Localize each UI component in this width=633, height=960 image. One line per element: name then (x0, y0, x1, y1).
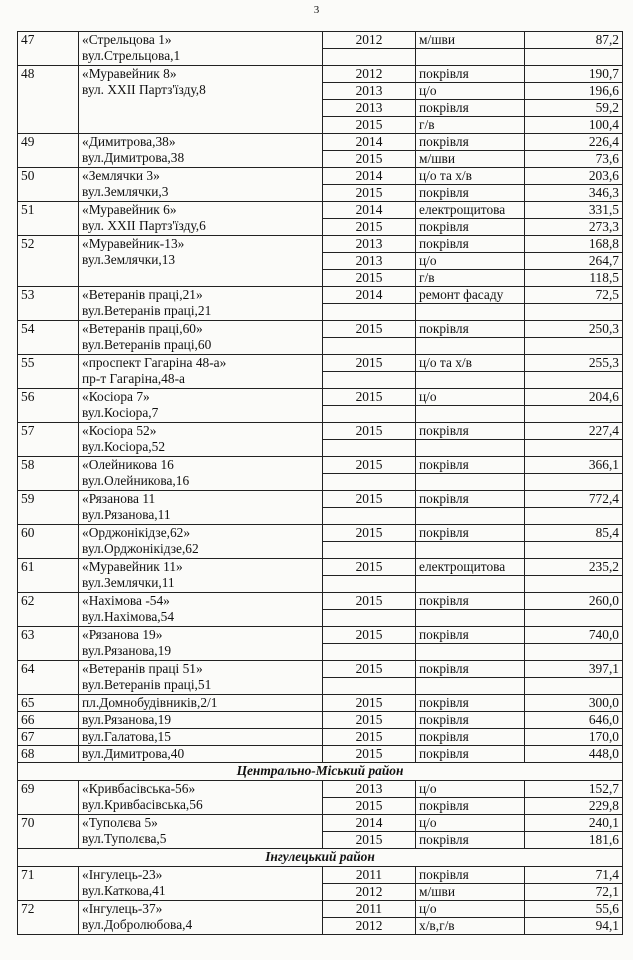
work-type: покрівля (416, 661, 525, 678)
address-cell (79, 389, 323, 423)
repair-year: 2012 (323, 884, 416, 901)
repair-year: 2014 (323, 202, 416, 219)
work-type: покрівля (416, 457, 525, 474)
work-type: покрівля (416, 593, 525, 610)
table-row (18, 746, 623, 763)
cost-value: 448,0 (525, 746, 623, 763)
repair-year (323, 542, 416, 559)
work-type (416, 644, 525, 661)
district-header-row (18, 849, 623, 867)
address-line: вул.Олейникова,16 (82, 473, 190, 488)
cost-value (525, 542, 623, 559)
address-line: «Димитрова,38» (82, 134, 176, 149)
address-cell (79, 202, 323, 236)
row-number: 60 (18, 525, 79, 559)
address-cell (79, 423, 323, 457)
work-type: г/в (416, 117, 525, 134)
row-number: 50 (18, 168, 79, 202)
work-type (416, 338, 525, 355)
row-number: 64 (18, 661, 79, 695)
address-cell (79, 168, 323, 202)
work-type: покрівля (416, 867, 525, 884)
address-line: вул.Кривбасівська,56 (82, 797, 203, 812)
table-row (18, 457, 623, 474)
repair-year: 2011 (323, 901, 416, 918)
repair-year: 2014 (323, 287, 416, 304)
repair-year: 2015 (323, 627, 416, 644)
cost-value: 366,1 (525, 457, 623, 474)
cost-value: 152,7 (525, 781, 623, 798)
address-cell (79, 236, 323, 287)
repair-year (323, 304, 416, 321)
work-type: покрівля (416, 746, 525, 763)
cost-value: 235,2 (525, 559, 623, 576)
cost-value: 204,6 (525, 389, 623, 406)
repair-year: 2012 (323, 918, 416, 935)
address-line: «Муравейник 11» (82, 559, 183, 574)
work-type (416, 406, 525, 423)
address-cell (79, 729, 323, 746)
address-line: «Землячки 3» (82, 168, 160, 183)
cost-value: 170,0 (525, 729, 623, 746)
work-type: електрощитова (416, 559, 525, 576)
registry-body (18, 32, 623, 935)
cost-value (525, 678, 623, 695)
repair-year (323, 644, 416, 661)
repair-year: 2015 (323, 712, 416, 729)
cost-value: 181,6 (525, 832, 623, 849)
work-type: покрівля (416, 832, 525, 849)
repair-year: 2015 (323, 559, 416, 576)
work-type: м/шви (416, 884, 525, 901)
address-line: вул.Ветеранів праці,51 (82, 677, 212, 692)
repair-year: 2015 (323, 746, 416, 763)
address-line: «Кривбасівська-56» (82, 781, 196, 796)
table-row (18, 525, 623, 542)
row-number: 58 (18, 457, 79, 491)
work-type: електрощитова (416, 202, 525, 219)
repair-year (323, 610, 416, 627)
page-number: 3 (313, 4, 320, 16)
table-row (18, 661, 623, 678)
cost-value: 94,1 (525, 918, 623, 935)
work-type: м/шви (416, 32, 525, 49)
work-type: ц/о (416, 83, 525, 100)
cost-value: 72,5 (525, 287, 623, 304)
row-number: 56 (18, 389, 79, 423)
cost-value: 300,0 (525, 695, 623, 712)
address-line: пр-т Гагаріна,48-а (82, 371, 185, 386)
address-cell (79, 661, 323, 695)
address-cell (79, 559, 323, 593)
repair-year: 2015 (323, 525, 416, 542)
cost-value: 264,7 (525, 253, 623, 270)
cost-value (525, 440, 623, 457)
address-cell (79, 321, 323, 355)
address-line: вул.Каткова,41 (82, 883, 166, 898)
table-row (18, 134, 623, 151)
repair-year (323, 576, 416, 593)
cost-value: 168,8 (525, 236, 623, 253)
table-row (18, 781, 623, 798)
repair-year: 2015 (323, 661, 416, 678)
cost-value: 255,3 (525, 355, 623, 372)
cost-value (525, 338, 623, 355)
address-cell (79, 627, 323, 661)
address-line: вул.Орджонікідзе,62 (82, 541, 199, 556)
address-cell (79, 746, 323, 763)
table-row (18, 389, 623, 406)
address-line: «Ветеранів праці,60» (82, 321, 203, 336)
repair-year: 2014 (323, 134, 416, 151)
table-row (18, 593, 623, 610)
address-line: вул. ХХІІ Партз'їзду,8 (82, 82, 206, 97)
address-line: вул.Стрельцова,1 (82, 48, 181, 63)
repair-year: 2015 (323, 389, 416, 406)
address-line: вул.Рязанова,19 (82, 643, 172, 658)
row-number: 53 (18, 287, 79, 321)
address-cell (79, 781, 323, 815)
table-row (18, 32, 623, 49)
address-line: «Інгулець-23» (82, 867, 163, 882)
cost-value (525, 406, 623, 423)
row-number: 57 (18, 423, 79, 457)
address-cell (79, 815, 323, 849)
cost-value: 273,3 (525, 219, 623, 236)
address-cell (79, 525, 323, 559)
table-row (18, 901, 623, 918)
work-type: м/шви (416, 151, 525, 168)
repair-year (323, 678, 416, 695)
address-line: вул.Косіора,7 (82, 405, 159, 420)
address-cell (79, 66, 323, 134)
work-type: г/в (416, 270, 525, 287)
table-row (18, 423, 623, 440)
cost-value: 250,3 (525, 321, 623, 338)
address-line: «Муравейник 8» (82, 66, 177, 81)
row-number: 70 (18, 815, 79, 849)
table-row (18, 168, 623, 185)
repair-year: 2014 (323, 815, 416, 832)
cost-value: 740,0 (525, 627, 623, 644)
cost-value: 72,1 (525, 884, 623, 901)
table-row (18, 695, 623, 712)
cost-value (525, 304, 623, 321)
address-line: вул.Туполєва,5 (82, 831, 167, 846)
address-line: вул.Землячки,11 (82, 575, 175, 590)
address-line: вул.Нахімова,54 (82, 609, 175, 624)
work-type: ц/о (416, 781, 525, 798)
row-number: 63 (18, 627, 79, 661)
row-number: 67 (18, 729, 79, 746)
address-line: «Нахімова -54» (82, 593, 170, 608)
table-row (18, 712, 623, 729)
cost-value: 227,4 (525, 423, 623, 440)
address-line: «Олейникова 16 (82, 457, 174, 472)
repair-year: 2015 (323, 491, 416, 508)
repair-year (323, 440, 416, 457)
cost-value: 646,0 (525, 712, 623, 729)
address-cell (79, 867, 323, 901)
table-row (18, 287, 623, 304)
work-type: покрівля (416, 627, 525, 644)
work-type: ремонт фасаду (416, 287, 525, 304)
repair-year: 2011 (323, 867, 416, 884)
table-row (18, 729, 623, 746)
cost-value: 71,4 (525, 867, 623, 884)
work-type (416, 610, 525, 627)
address-line: вул.Димитрова,38 (82, 150, 185, 165)
address-cell (79, 695, 323, 712)
district-name: Центрально-Міський район (18, 763, 623, 781)
repair-year: 2013 (323, 236, 416, 253)
work-type: покрівля (416, 695, 525, 712)
address-line: «Орджонікідзе,62» (82, 525, 191, 540)
cost-value: 87,2 (525, 32, 623, 49)
table-row (18, 236, 623, 253)
table-row (18, 559, 623, 576)
row-number: 47 (18, 32, 79, 66)
work-type: покрівля (416, 798, 525, 815)
work-type: ц/о (416, 815, 525, 832)
work-type (416, 542, 525, 559)
row-number: 72 (18, 901, 79, 935)
work-type (416, 474, 525, 491)
cost-value: 203,6 (525, 168, 623, 185)
cost-value: 73,6 (525, 151, 623, 168)
address-line: вул. ХХІІ Партз'їзду,6 (82, 218, 206, 233)
table-row (18, 321, 623, 338)
work-type: ц/о та х/в (416, 168, 525, 185)
row-number: 49 (18, 134, 79, 168)
cost-value (525, 576, 623, 593)
table-row (18, 627, 623, 644)
repair-year: 2015 (323, 270, 416, 287)
address-line: «Косіора 52» (82, 423, 157, 438)
repair-registry-table (17, 31, 623, 935)
repair-year: 2015 (323, 798, 416, 815)
cost-value (525, 644, 623, 661)
cost-value: 226,4 (525, 134, 623, 151)
row-number: 66 (18, 712, 79, 729)
repair-year: 2015 (323, 219, 416, 236)
work-type (416, 304, 525, 321)
repair-year: 2014 (323, 168, 416, 185)
work-type: ц/о (416, 389, 525, 406)
cost-value: 196,6 (525, 83, 623, 100)
cost-value (525, 49, 623, 66)
address-line: «Інгулець-37» (82, 901, 163, 916)
address-line: «Рязанова 19» (82, 627, 163, 642)
cost-value (525, 474, 623, 491)
address-cell (79, 134, 323, 168)
repair-year: 2013 (323, 83, 416, 100)
cost-value (525, 372, 623, 389)
repair-year: 2015 (323, 457, 416, 474)
table-row (18, 867, 623, 884)
row-number: 69 (18, 781, 79, 815)
row-number: 65 (18, 695, 79, 712)
repair-year: 2012 (323, 66, 416, 83)
work-type (416, 508, 525, 525)
work-type: ц/о (416, 253, 525, 270)
repair-year (323, 406, 416, 423)
cost-value: 190,7 (525, 66, 623, 83)
address-cell (79, 712, 323, 729)
cost-value (525, 610, 623, 627)
repair-year: 2013 (323, 100, 416, 117)
address-line: «проспект Гагаріна 48-а» (82, 355, 227, 370)
cost-value: 229,8 (525, 798, 623, 815)
repair-year: 2015 (323, 423, 416, 440)
district-name: Інгулецький район (18, 849, 623, 867)
cost-value: 55,6 (525, 901, 623, 918)
row-number: 51 (18, 202, 79, 236)
repair-year: 2015 (323, 151, 416, 168)
cost-value: 331,5 (525, 202, 623, 219)
cost-value: 260,0 (525, 593, 623, 610)
repair-year: 2015 (323, 321, 416, 338)
cost-value: 397,1 (525, 661, 623, 678)
row-number: 71 (18, 867, 79, 901)
address-cell (79, 355, 323, 389)
repair-year: 2015 (323, 832, 416, 849)
cost-value: 85,4 (525, 525, 623, 542)
row-number: 61 (18, 559, 79, 593)
repair-year: 2013 (323, 781, 416, 798)
repair-year: 2015 (323, 185, 416, 202)
cost-value: 118,5 (525, 270, 623, 287)
work-type: покрівля (416, 321, 525, 338)
address-line: «Муравейник 6» (82, 202, 177, 217)
work-type (416, 678, 525, 695)
row-number: 52 (18, 236, 79, 287)
cost-value: 240,1 (525, 815, 623, 832)
address-line: «Рязанова 11 (82, 491, 156, 506)
repair-year: 2015 (323, 355, 416, 372)
repair-year (323, 338, 416, 355)
work-type: ц/о та х/в (416, 355, 525, 372)
work-type: покрівля (416, 236, 525, 253)
repair-year: 2015 (323, 729, 416, 746)
address-line: вул.Галатова,15 (82, 729, 171, 744)
address-line: «Ветеранів праці 51» (82, 661, 203, 676)
address-line: вул.Землячки,13 (82, 252, 176, 267)
repair-year: 2012 (323, 32, 416, 49)
address-line: пл.Домнобудівників,2/1 (82, 695, 218, 710)
work-type: покрівля (416, 729, 525, 746)
repair-year (323, 372, 416, 389)
work-type: покрівля (416, 134, 525, 151)
work-type: покрівля (416, 66, 525, 83)
work-type (416, 372, 525, 389)
address-cell (79, 593, 323, 627)
table-row (18, 202, 623, 219)
address-cell (79, 491, 323, 525)
address-line: «Муравейник-13» (82, 236, 185, 251)
address-line: «Косіора 7» (82, 389, 150, 404)
address-line: вул.Димитрова,40 (82, 746, 185, 761)
repair-year: 2015 (323, 593, 416, 610)
work-type: покрівля (416, 100, 525, 117)
cost-value: 59,2 (525, 100, 623, 117)
work-type: покрівля (416, 423, 525, 440)
address-line: «Стрельцова 1» (82, 32, 172, 47)
work-type: покрівля (416, 712, 525, 729)
address-line: вул.Рязанова,11 (82, 507, 171, 522)
table-row (18, 491, 623, 508)
cost-value: 346,3 (525, 185, 623, 202)
district-header-row (18, 763, 623, 781)
address-line: вул.Рязанова,19 (82, 712, 172, 727)
address-line: «Ветеранів праці,21» (82, 287, 203, 302)
work-type: покрівля (416, 219, 525, 236)
cost-value: 772,4 (525, 491, 623, 508)
work-type (416, 49, 525, 66)
row-number: 55 (18, 355, 79, 389)
repair-year: 2015 (323, 695, 416, 712)
address-line: вул.Ветеранів праці,60 (82, 337, 212, 352)
work-type (416, 440, 525, 457)
address-cell (79, 901, 323, 935)
row-number: 59 (18, 491, 79, 525)
work-type (416, 576, 525, 593)
address-cell (79, 457, 323, 491)
repair-year (323, 49, 416, 66)
work-type: х/в,г/в (416, 918, 525, 935)
repair-year (323, 474, 416, 491)
address-cell (79, 32, 323, 66)
row-number: 68 (18, 746, 79, 763)
table-row (18, 355, 623, 372)
work-type: покрівля (416, 185, 525, 202)
cost-value: 100,4 (525, 117, 623, 134)
address-line: вул.Добролюбова,4 (82, 917, 193, 932)
table-row (18, 815, 623, 832)
address-cell (79, 287, 323, 321)
row-number: 62 (18, 593, 79, 627)
address-line: «Туполєва 5» (82, 815, 158, 830)
row-number: 48 (18, 66, 79, 134)
repair-year: 2015 (323, 117, 416, 134)
work-type: ц/о (416, 901, 525, 918)
address-line: вул.Косіора,52 (82, 439, 166, 454)
row-number: 54 (18, 321, 79, 355)
table-row (18, 66, 623, 83)
repair-year: 2013 (323, 253, 416, 270)
repair-year (323, 508, 416, 525)
cost-value (525, 508, 623, 525)
address-line: вул.Землячки,3 (82, 184, 169, 199)
address-line: вул.Ветеранів праці,21 (82, 303, 212, 318)
work-type: покрівля (416, 525, 525, 542)
work-type: покрівля (416, 491, 525, 508)
